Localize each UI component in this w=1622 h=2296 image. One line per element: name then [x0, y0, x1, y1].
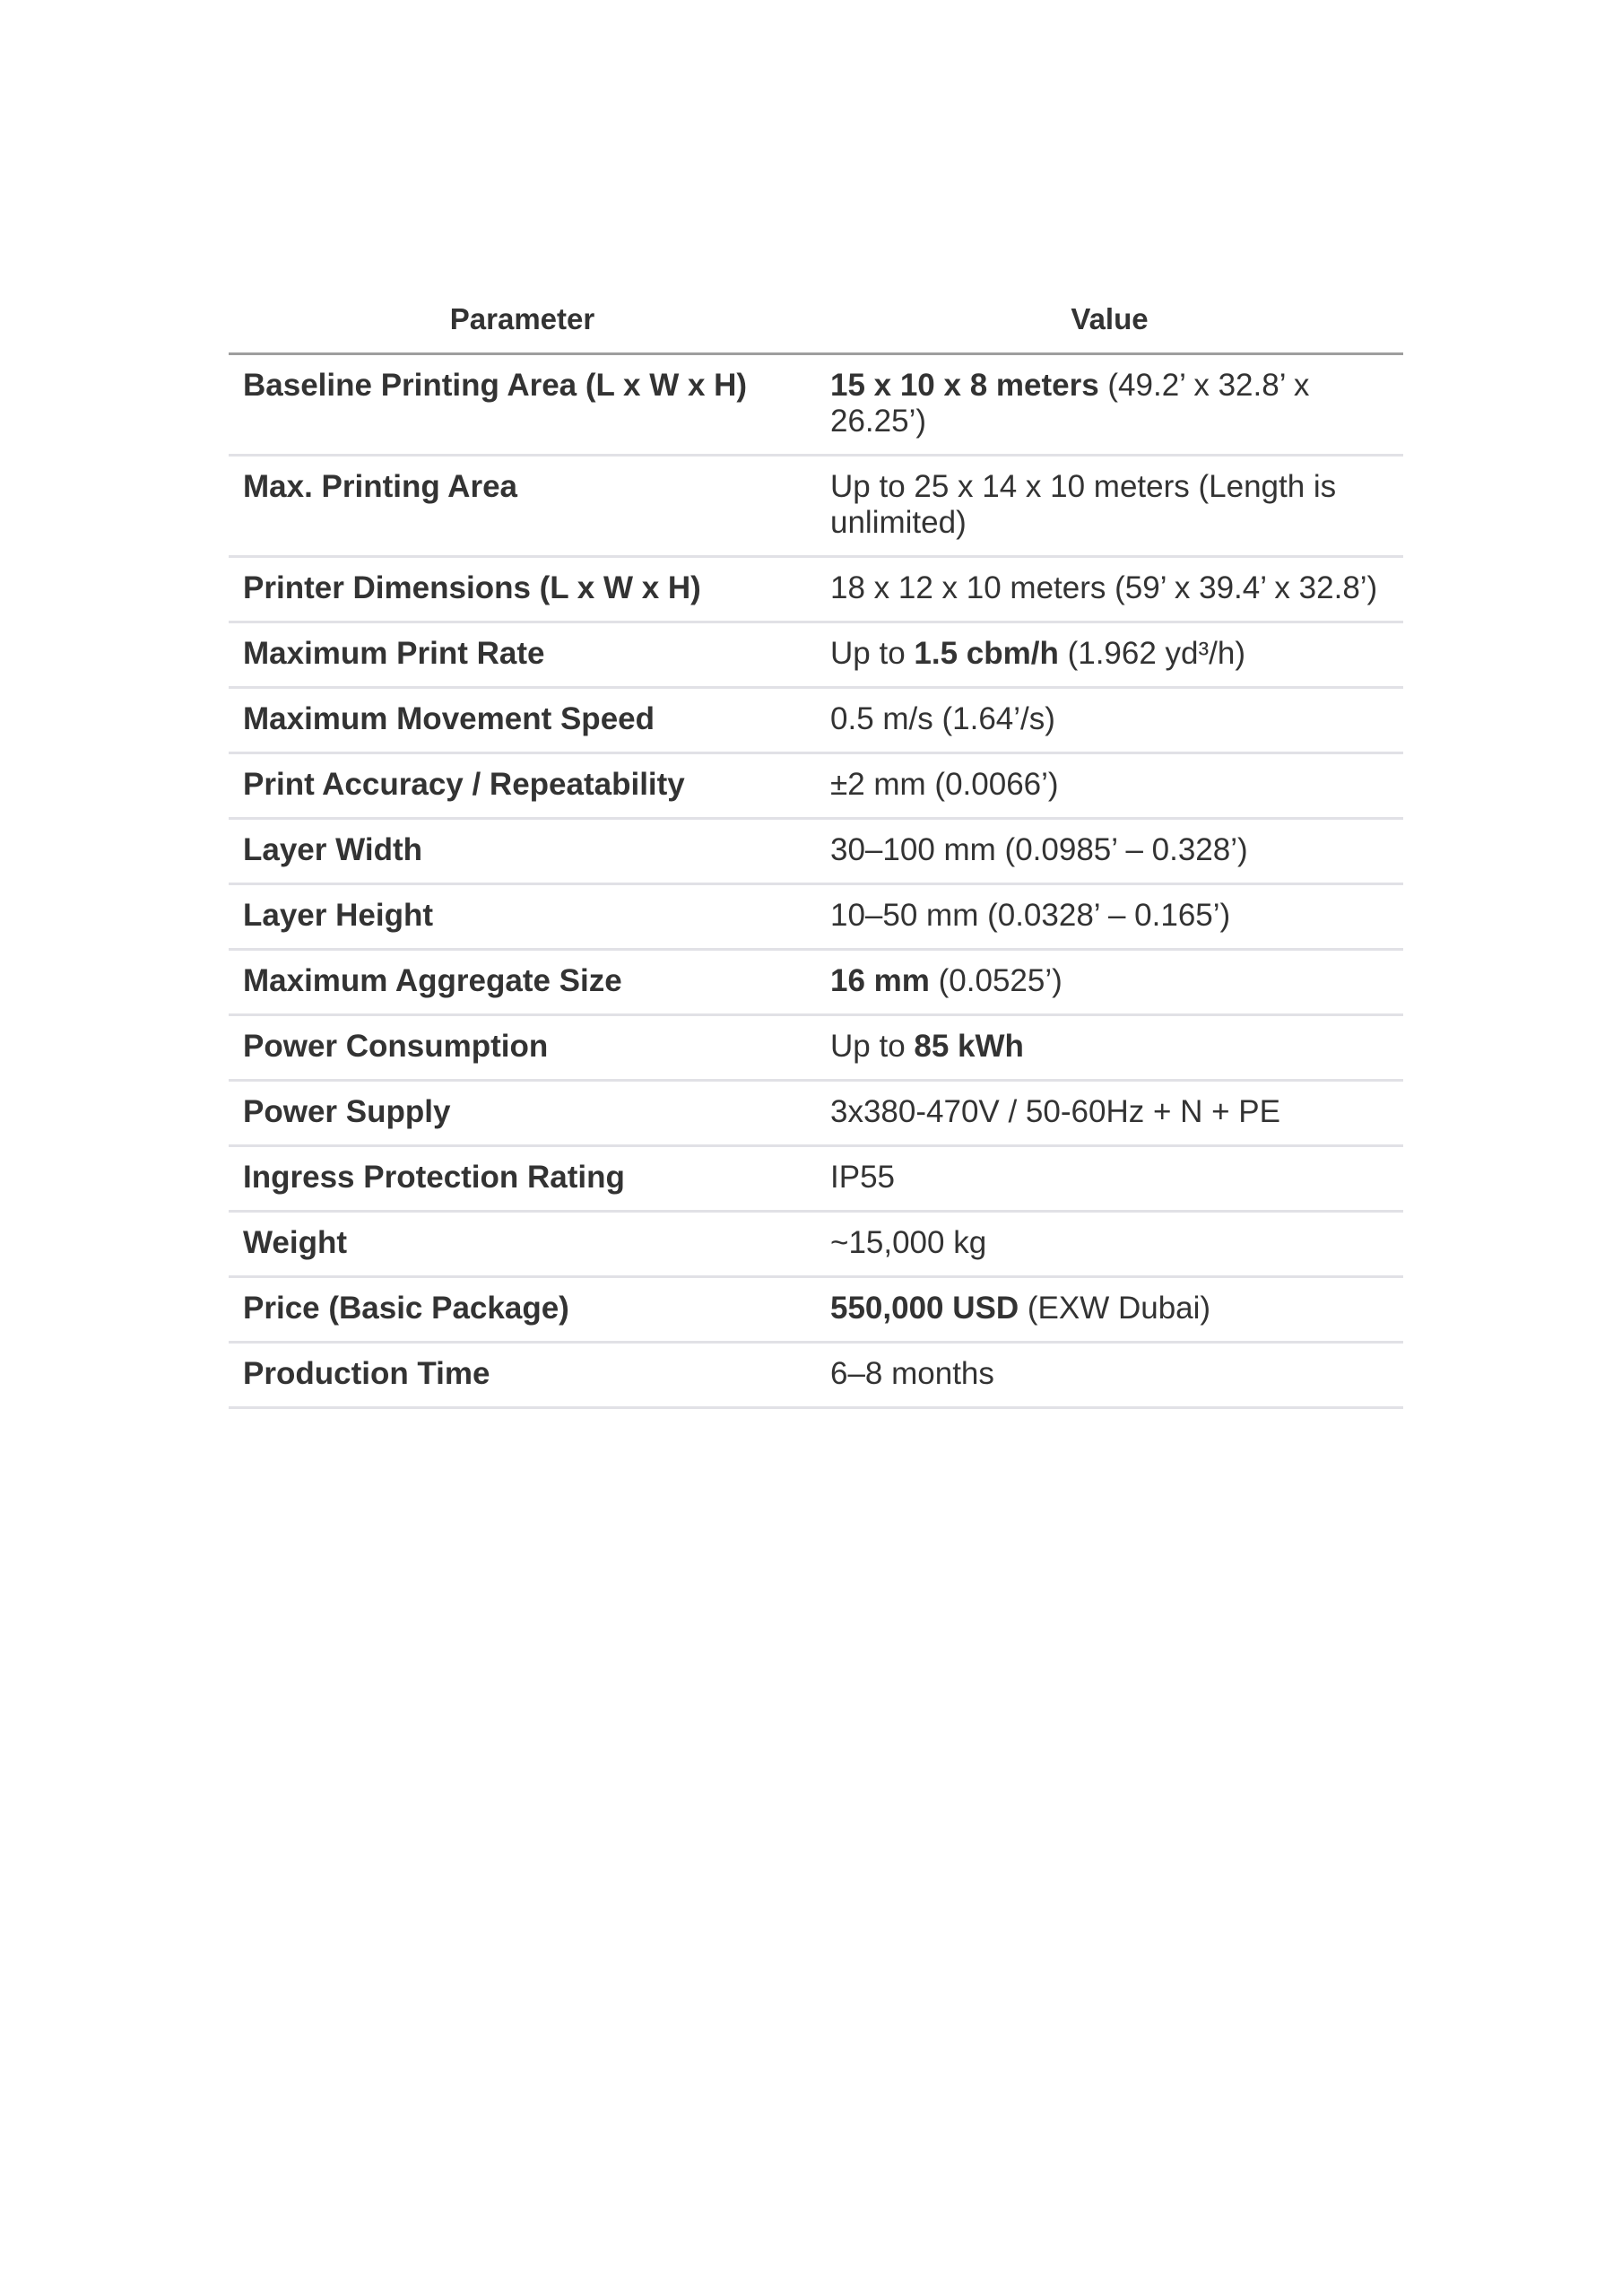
table-row: [229, 1015, 1403, 1081]
table-row: [229, 688, 1403, 753]
value-emphasis: 550,000 USD: [830, 1291, 1019, 1326]
table-row: [229, 753, 1403, 819]
parameter-cell: Weight: [229, 1212, 816, 1277]
value-cell: [816, 1212, 1403, 1277]
value-text: 6–8 months: [830, 1356, 994, 1391]
parameter-cell: Max. Printing Area: [229, 456, 816, 557]
table-row: [229, 950, 1403, 1015]
value-cell: [816, 819, 1403, 884]
value-cell: [816, 622, 1403, 688]
value-text: (0.0525’): [929, 963, 1063, 998]
table-row: [229, 1146, 1403, 1212]
value-cell: [816, 557, 1403, 622]
table-row: [229, 1277, 1403, 1343]
header-value: Value: [816, 291, 1403, 354]
value-text: (EXW Dubai): [1019, 1291, 1211, 1326]
value-text: 18 x 12 x 10 meters (59’ x 39.4’ x 32.8’): [830, 570, 1378, 605]
table-row: [229, 354, 1403, 456]
table-row: [229, 1212, 1403, 1277]
value-text: Up to: [830, 636, 915, 671]
parameter-cell: Ingress Protection Rating: [229, 1146, 816, 1212]
parameter-cell: Print Accuracy / Repeatability: [229, 753, 816, 819]
value-text: 0.5 m/s (1.64’/s): [830, 701, 1055, 736]
table-header-row: [229, 291, 1403, 354]
value-emphasis: 1.5 cbm/h: [914, 636, 1059, 671]
spec-table: [229, 291, 1403, 1409]
value-cell: [816, 1146, 1403, 1212]
value-text: (1.962 yd³/h): [1058, 636, 1245, 671]
value-text: 3x380-470V / 50-60Hz + N + PE: [830, 1094, 1280, 1129]
table-row: [229, 1343, 1403, 1408]
value-text: Up to 25 x 14 x 10 meters (Length is unlimited): [830, 469, 1337, 540]
value-emphasis: 15 x 10 x 8 meters: [830, 368, 1099, 403]
value-text: Up to: [830, 1029, 915, 1064]
parameter-cell: Maximum Print Rate: [229, 622, 816, 688]
value-cell: [816, 1277, 1403, 1343]
value-cell: [816, 950, 1403, 1015]
value-cell: [816, 1343, 1403, 1408]
parameter-cell: Price (Basic Package): [229, 1277, 816, 1343]
value-cell: [816, 456, 1403, 557]
table-row: [229, 557, 1403, 622]
value-text: ±2 mm (0.0066’): [830, 767, 1059, 802]
parameter-cell: Maximum Aggregate Size: [229, 950, 816, 1015]
table-row: [229, 884, 1403, 950]
value-cell: [816, 884, 1403, 950]
value-cell: [816, 1081, 1403, 1146]
value-emphasis: 16 mm: [830, 963, 930, 998]
value-text: IP55: [830, 1160, 895, 1195]
table-row: [229, 622, 1403, 688]
value-cell: [816, 688, 1403, 753]
table-row: [229, 456, 1403, 557]
value-text: (49.2’ x 32.8’ x 26.25’): [830, 368, 1310, 439]
parameter-cell: Printer Dimensions (L x W x H): [229, 557, 816, 622]
parameter-cell: Layer Width: [229, 819, 816, 884]
parameter-cell: Power Supply: [229, 1081, 816, 1146]
parameter-cell: Production Time: [229, 1343, 816, 1408]
parameter-cell: Power Consumption: [229, 1015, 816, 1081]
value-cell: [816, 1015, 1403, 1081]
value-cell: [816, 753, 1403, 819]
parameter-cell: Layer Height: [229, 884, 816, 950]
header-parameter: Parameter: [229, 291, 816, 354]
table-body: [229, 354, 1403, 1408]
value-text: 30–100 mm (0.0985’ – 0.328’): [830, 832, 1248, 867]
value-text: 10–50 mm (0.0328’ – 0.165’): [830, 898, 1231, 933]
value-cell: [816, 354, 1403, 456]
value-text: ~15,000 kg: [830, 1225, 987, 1260]
parameter-cell: Maximum Movement Speed: [229, 688, 816, 753]
table-row: [229, 1081, 1403, 1146]
value-emphasis: 85 kWh: [914, 1029, 1024, 1064]
table-row: [229, 819, 1403, 884]
parameter-cell: Baseline Printing Area (L x W x H): [229, 354, 816, 456]
